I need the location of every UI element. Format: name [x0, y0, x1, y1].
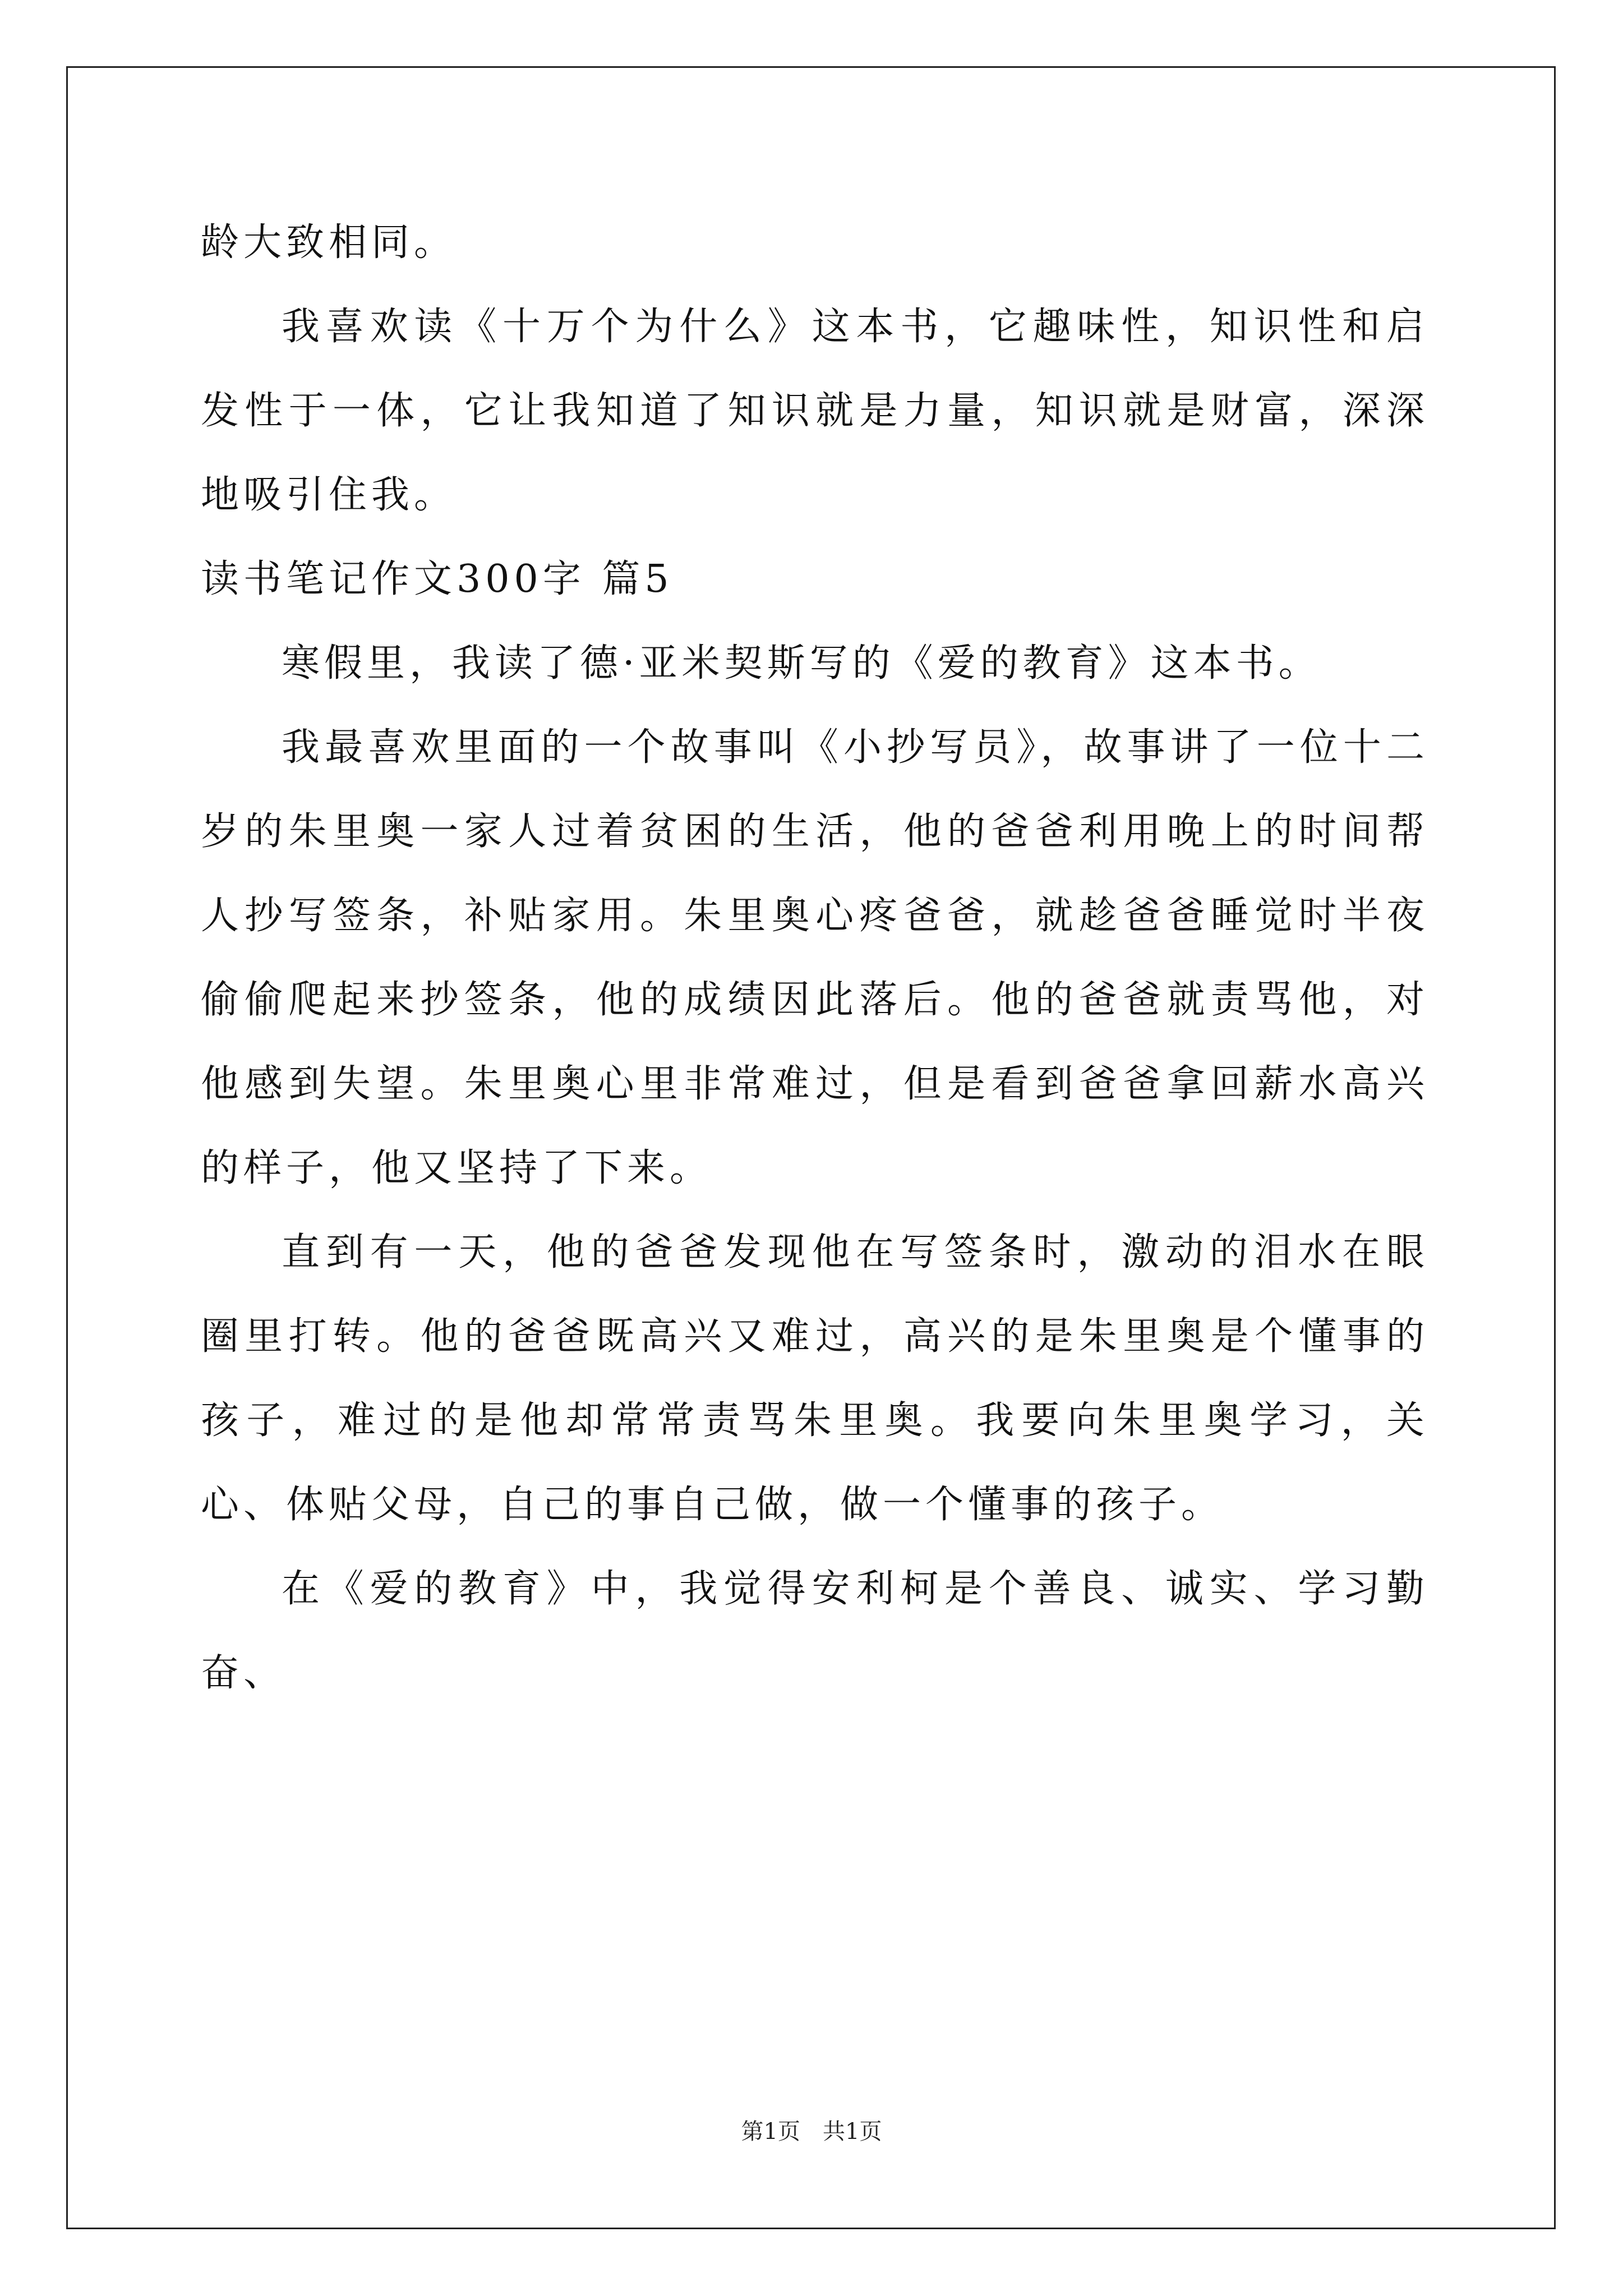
paragraph: 直到有一天，他的爸爸发现他在写签条时，激动的泪水在眼圈里打转。他的爸爸既高兴又难过，高兴的是朱里奥是个懂事的孩子，难过的是他却常常责骂朱里奥。我要向朱里奥学习，关心、体贴父母，自己的事自己做，做一个懂事的孩子。: [201, 1230, 1429, 1527]
page-total: 共1页: [823, 2119, 882, 2145]
section-heading: 读书笔记作文300字 篇5: [201, 557, 674, 601]
paragraph: 龄大致相同。: [201, 220, 457, 265]
paragraph: 我最喜欢里面的一个故事叫《小抄写员》，故事讲了一位十二岁的朱里奥一家人过着贫困的生活，他的爸爸利用晚上的时间帮人抄写签条，补贴家用。朱里奥心疼爸爸，就趁爸爸睡觉时半夜偷偷爬起来抄签条，他的成绩因此落后。他的爸爸就责骂他，对他感到失望。朱里奥心里非常难过，但是看到爸爸拿回薪水高兴的样子，他又坚持了下来。: [201, 725, 1429, 1190]
document-body: [201, 201, 1429, 1715]
paragraph: 寒假里，我读了德·亚米契斯写的《爱的教育》这本书。: [282, 641, 1321, 685]
paragraph: 我喜欢读《十万个为什么》这本书，它趣味性，知识性和启发性于一体，它让我知道了知识就是力量，知识就是财富，深深地吸引住我。: [201, 305, 1429, 517]
page-footer: [0, 2115, 1623, 2148]
page-number: 第1页: [741, 2119, 800, 2145]
paragraph: 在《爱的教育》中，我觉得安利柯是个善良、诚实、学习勤奋、: [201, 1567, 1429, 1695]
